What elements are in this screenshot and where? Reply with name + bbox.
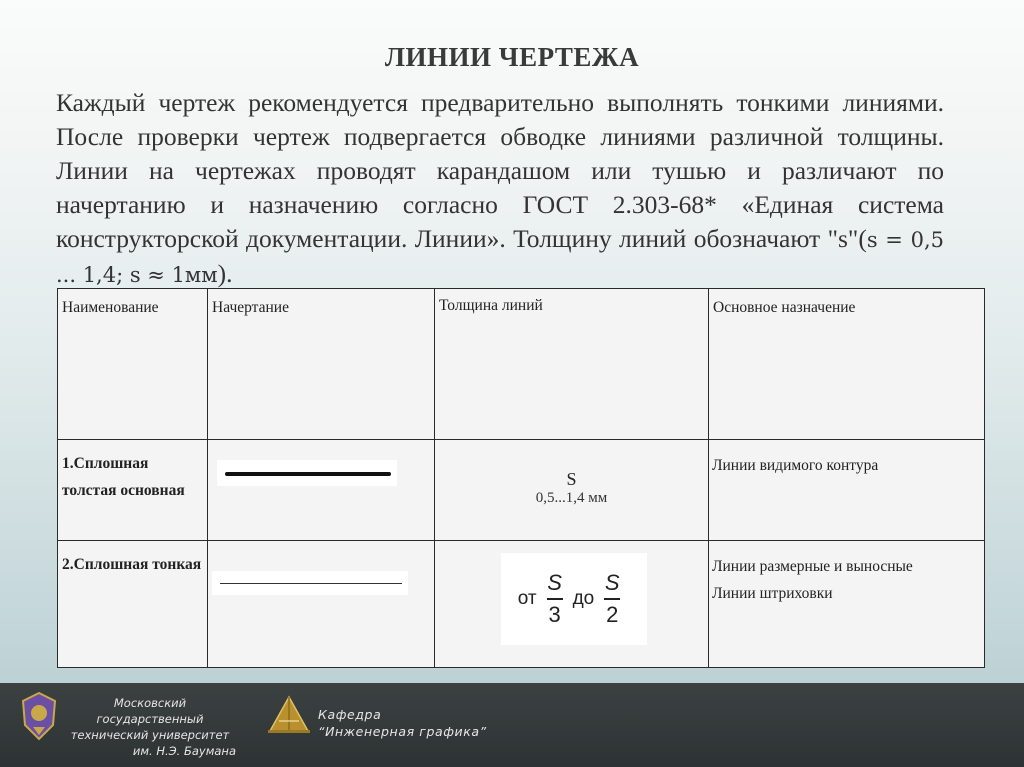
row2-name: 2.Сплошная тонкая (58, 541, 208, 668)
table-row (58, 440, 985, 541)
paragraph-text: Каждый чертеж рекомендуется предварительно выполнять тонкими линиями. После проверки чертеж подвергается обводке линиями различной толщины. Линии на чертежах проводят карандашом или тушью и различают по начертанию и назначению согласно ГОСТ 2.303-68* «Единая система конструкторской документации. Линии». Толщину линий обозначают "s"( (56, 88, 944, 253)
row1-thickness-range: 0,5...1,4 мм (535, 490, 608, 506)
fraction-mid: до (572, 588, 595, 609)
university-emblem-icon (20, 691, 58, 741)
thickness-fraction-formula (501, 553, 647, 645)
row1-thickness (435, 440, 709, 541)
header-style: Начертание (208, 289, 435, 440)
fraction-s-over-3: $\frac{S}{3}$ (547, 570, 562, 627)
header-thickness: Толщина линий (435, 289, 709, 440)
thick-line-icon (225, 472, 391, 476)
thickness-formula: s = 0,5 ... 1,4; s ≈ 1мм (56, 228, 944, 287)
header-name: Наименование (58, 289, 208, 440)
university-name: Московский государственный технический университет им. Н.Э. Баумана (70, 696, 236, 758)
thin-line-sample (212, 571, 408, 595)
row1-purpose (709, 440, 985, 541)
fraction-s-over-2: $\frac{S}{2}$ (604, 570, 620, 627)
row2-purpose-line-2: Линии штриховки (712, 585, 833, 602)
table-header-row (58, 289, 985, 440)
row1-thickness-symbol: S (566, 469, 577, 489)
slide-title: ЛИНИИ ЧЕРТЕЖА (384, 42, 640, 72)
header-purpose: Основное назначение (709, 289, 985, 440)
pyramid-logo-icon (266, 693, 312, 735)
row1-style (208, 440, 435, 541)
lines-table (57, 288, 985, 668)
row1-name: 1.Сплошная толстая основная (58, 440, 208, 541)
footer-bar (0, 683, 1024, 767)
fraction-prefix: от (517, 588, 537, 609)
thick-line-sample (217, 460, 397, 486)
row1-purpose-line: Линии видимого контура (712, 457, 879, 474)
row2-purpose-line-1: Линии размерные и выносные (712, 558, 913, 575)
paragraph-end: ). (217, 259, 233, 288)
row2-thickness (435, 541, 709, 668)
row2-purpose (709, 541, 985, 668)
department-name: Кафедра “Инженерная графика” (318, 707, 487, 739)
table-row (58, 541, 985, 668)
intro-paragraph (56, 86, 944, 292)
thin-line-icon (220, 583, 402, 584)
row2-style (208, 541, 435, 668)
